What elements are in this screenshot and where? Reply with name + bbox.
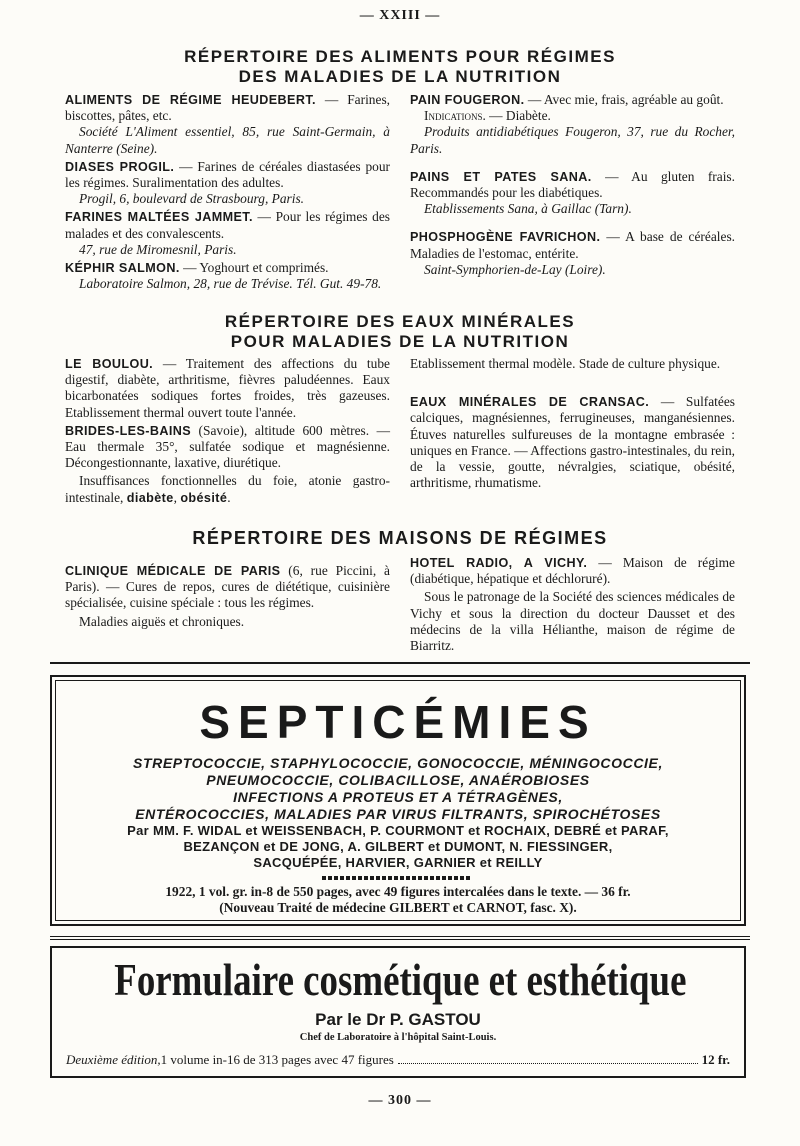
section2-title: RÉPERTOIRE DES EAUX MINÉRALES POUR MALADIES DE LA NUTRITION xyxy=(224,312,576,351)
entry-hotel-radio: HOTEL RADIO, A VICHY. — Maison de régime (diabétique, hépatique et déchloruré). xyxy=(410,555,735,587)
ad-title: Formulaire cosmétique et esthétique xyxy=(114,955,687,1005)
entry-phosphogene: PHOSPHOGÈNE FAVRICHON. — A base de céréales. Maladies de l'estomac, entérite. Saint-Symphorien-de-Lay (Loire). xyxy=(410,229,735,277)
entry-pains-sana: PAINS ET PATES SANA. — Au gluten frais. Recommandés pour les diabétiques. Etablissements Sana, à Gaillac (Tarn). xyxy=(410,168,735,217)
entry-address: 47, rue de Miromesnil, Paris. xyxy=(79,241,237,257)
section-divider xyxy=(50,662,750,664)
section1-left-column xyxy=(65,92,390,294)
entry-address: Saint-Symphorien-de-Lay (Loire). xyxy=(424,261,606,277)
entry-address: Etablissements Sana, à Gaillac (Tarn). xyxy=(424,201,632,217)
section1-title: RÉPERTOIRE DES ALIMENTS POUR RÉGIMES DES MALADIES DE LA NUTRITION xyxy=(184,47,616,86)
ad-divider-bottom xyxy=(50,939,750,940)
ad-divider-top xyxy=(50,936,750,937)
entry-clinique-maladies: Maladies aiguës et chroniques. xyxy=(79,613,245,629)
entry-brides-les-bains: BRIDES-LES-BAINS (Savoie), altitude 600 mètres. — Eau thermale 35°, sulfatée sodique et magnésienne. Décongestionnante, laxative, diurétique. xyxy=(65,422,390,471)
section2-right-column xyxy=(410,356,735,493)
entry-hotel-radio-patronage: Sous le patronage de la Société des sciences médicales de Vichy et sous la direction du docteur Dausset et des médecins de la villa Hélianthe, maison de régime de Biarritz. xyxy=(410,589,735,654)
section2-left-column xyxy=(65,356,390,508)
section1-right-column xyxy=(410,92,735,280)
entry-address: Société L'Aliment essentiel, 85, rue Saint-Germain, à Nanterre (Seine). xyxy=(65,124,390,156)
top-folio: — XXIII — xyxy=(359,8,441,23)
section3-right-column xyxy=(410,555,735,656)
ad-affiliation: Chef de Laboratoire à l'hôpital Saint-Louis. xyxy=(299,1032,497,1043)
ad-disease-list: STREPTOCOCCIE, STAPHYLOCOCCIE, GONOCOCCIE, MÉNINGOCOCCIE, PNEUMOCOCCIE, COLIBACILLOSE, ANAÉROBIOSES INFECTIONS A PROTEUS ET A TÉTRAGÈNES, ENTÉROCOCCIES, MALADIES PAR VIRUS FILTRANTS, SPIROCHÉTOSES xyxy=(133,755,663,822)
section3-left-column xyxy=(65,563,390,632)
entry-le-boulou: LE BOULOU. — Traitement des affections du tube digestif, diabète, arthritisme, fièvres paludéennes. Eaux bicarbonatées sodiques fortes froides, très gazeuses. Etablissement thermal ouvert toute l'année. xyxy=(65,356,390,420)
ad-formulaire xyxy=(50,946,746,1078)
ad-authors: Par MM. F. WIDAL et WEISSENBACH, P. COURMONT et ROCHAIX, DEBRÉ et PARAF, BEZANÇON et DE JONG, A. GILBERT et DUMONT, N. FIESSINGER, SACQUÉPÉE, HARVIER, GARNIER et REILLY xyxy=(127,823,669,870)
ad-title: SEPTICÉMIES xyxy=(199,696,597,748)
entry-farines-jammet: FARINES MALTÉES JAMMET. — Pour les régimes des malades et des convalescents. 47, rue de Miromesnil, Paris. xyxy=(65,209,390,257)
bottom-folio: — 300 — xyxy=(368,1093,432,1108)
section3-title: RÉPERTOIRE DES MAISONS DE RÉGIMES xyxy=(192,528,608,548)
entry-cransac: EAUX MINÉRALES DE CRANSAC. — Sulfatées calciques, magnésiennes, ferrugineuses, manganésiennes. Étuves naturelles sulfureuses de la montagne embrasée : uniques en France. — Affections gastro-intestinales, du rein, de la vessie, goutte, névralgies, sciatique, obésité, arthritisme, rhumatisme. xyxy=(410,394,736,491)
entry-address: Progil, 6, boulevard de Strasbourg, Paris. xyxy=(79,191,305,207)
entry-brides-indications: Insuffisances fonctionnelles du foie, atonie gastro-intestinale, diabète, obésité. xyxy=(65,473,390,505)
entry-diases-progil: DIASES PROGIL. — Farines de céréales diastasées pour les régimes. Suralimentation des adultes. Progil, 6, boulevard de Strasbourg, Paris. xyxy=(65,158,390,207)
ad-price: 12 fr. xyxy=(701,1052,730,1067)
entry-heudebert: ALIMENTS DE RÉGIME HEUDEBERT. — Farines, biscottes, pâtes, etc. Société L'Aliment essentiel, 85, rue Saint-Germain, à Nanterre (Seine). xyxy=(65,92,391,156)
entry-address: Laboratoire Salmon, 28, rue de Trévise. Tél. Gut. 49-78. xyxy=(79,276,382,292)
entry-pain-fougeron: PAIN FOUGERON. — Avec mie, frais, agréable au goût. Indications. — Diabète. Produits antidiabétiques Fougeron, 37, rue du Rocher, Paris. xyxy=(410,92,735,156)
entry-le-boulou-cont: Etablissement thermal modèle. Stade de culture physique. xyxy=(410,356,721,371)
dot-leader xyxy=(398,1063,698,1064)
ornament-rule xyxy=(322,876,472,880)
ad-author: Par le Dr P. GASTOU xyxy=(315,1010,481,1029)
entry-address: Produits antidiabétiques Fougeron, 37, rue du Rocher, Paris. xyxy=(410,124,735,156)
entry-clinique-medicale: CLINIQUE MÉDICALE DE PARIS (6, rue Piccini, à Paris). — Cures de repos, cures de diététique, cuisinière spécialisée, cuisine spéciale : tous les régimes. xyxy=(65,563,390,611)
ad-publication-info: 1922, 1 vol. gr. in-8 de 550 pages, avec 49 figures intercalées dans le texte. — 36 fr. (Nouveau Traité de médecine GILBERT et CARNOT, fasc. X). xyxy=(165,884,631,915)
ad-septicemies xyxy=(50,675,746,926)
ad-edition-line: Deuxième édition, 1 volume in-16 de 313 pages avec 47 figures 12 fr. xyxy=(66,1052,730,1067)
entry-kephir-salmon: KÉPHIR SALMON. — Yoghourt et comprimés. Laboratoire Salmon, 28, rue de Trévise. Tél. Gut. 49-78. xyxy=(65,260,390,292)
